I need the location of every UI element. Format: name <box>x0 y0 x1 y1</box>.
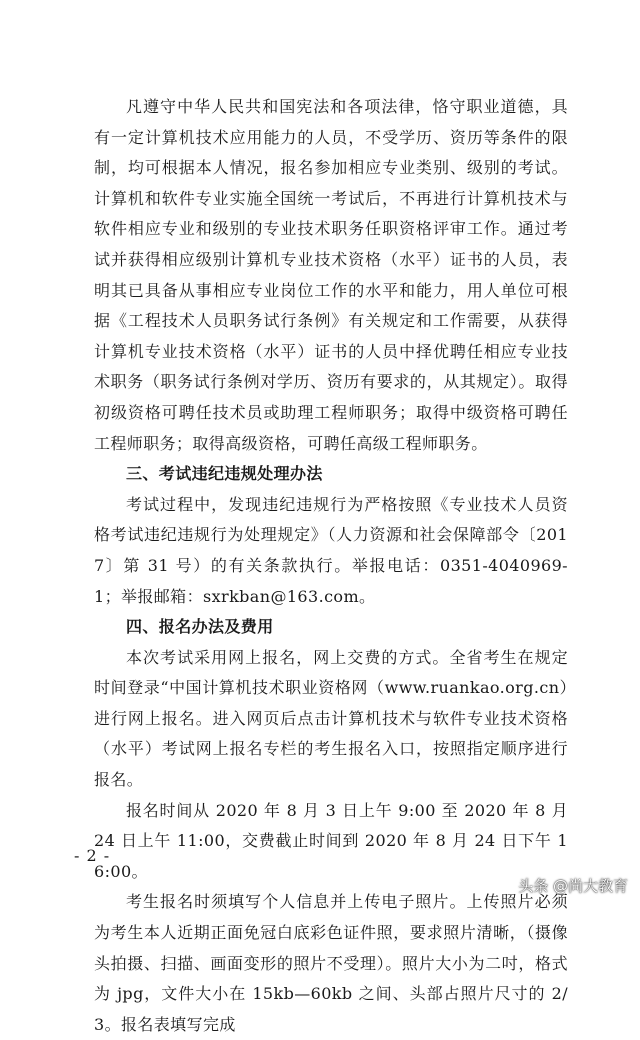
page-number: - 2 - <box>74 846 111 865</box>
toutiao-icon <box>497 878 512 893</box>
paragraph-registration-time: 报名时间从 2020 年 8 月 3 日上午 9:00 至 2020 年 8 月 24 日上午 11:00，交费截止时间到 2020 年 8 月 24 日下午 16:00。 <box>94 800 568 881</box>
watermark-text: 头条 @尚大教育 <box>518 877 628 895</box>
paragraph-registration-method: 本次考试采用网上报名，网上交费的方式。全省考生在规定时间登录“中国计算机技术职业资格网（www.ruankao.org.cn）进行网上报名。进入网页后点击计算机技术与软件专业技术资格（水平）考试网上报名专栏的考生报名入口，按照指定顺序进行报名。 <box>94 647 568 790</box>
paragraph-eligibility: 凡遵守中华人民共和国宪法和各项法律，恪守职业道德，具有一定计算机技术应用能力的人员，不受学历、资历等条件的限制，均可根据本人情况，报名参加相应专业类别、级别的考试。计算机和软件专业实施全国统一考试后，不再进行计算机技术与软件相应专业和级别的专业技术职务任职资格评审工作。通过考试并获得相应级别计算机专业技术资格（水平）证书的人员，表明其已具备从事相应专业岗位工作的水平和能力，用人单位可根据《工程技术人员职务试行条例》有关规定和工作需要，从获得计算机专业技术资格（水平）证书的人员中择优聘任相应专业技术职务（职务试行条例对学历、资历有要求的，从其规定）。取得初级资格可聘任技术员或助理工程师职务；取得中级资格可聘任工程师职务；取得高级资格，可聘任高级工程师职务。 <box>94 97 568 453</box>
document-body <box>94 92 568 1040</box>
heading-registration: 四、报名办法及费用 <box>126 617 274 637</box>
paragraph-discipline: 考试过程中，发现违纪违规行为严格按照《专业技术人员资格考试违纪违规行为处理规定》（人力资源和社会保障部令〔2017〕第 31 号）的有关条款执行。举报电话：0351-4040969-1；举报邮箱：sxrkban@163.com。 <box>94 494 568 606</box>
paragraph-photo-requirements: 考生报名时须填写个人信息并上传电子照片。上传照片必须为考生本人近期正面免冠白底彩色证件照，要求照片清晰，（摄像头拍摄、扫描、画面变形的照片不受理）。照片大小为二吋，格式为 jpg，文件大小在 15kb—60kb 之间、头部占照片尺寸的 2/3。报名表填写完成 <box>94 892 568 1034</box>
watermark <box>497 875 628 896</box>
heading-discipline: 三、考试违纪违规处理办法 <box>126 464 323 484</box>
